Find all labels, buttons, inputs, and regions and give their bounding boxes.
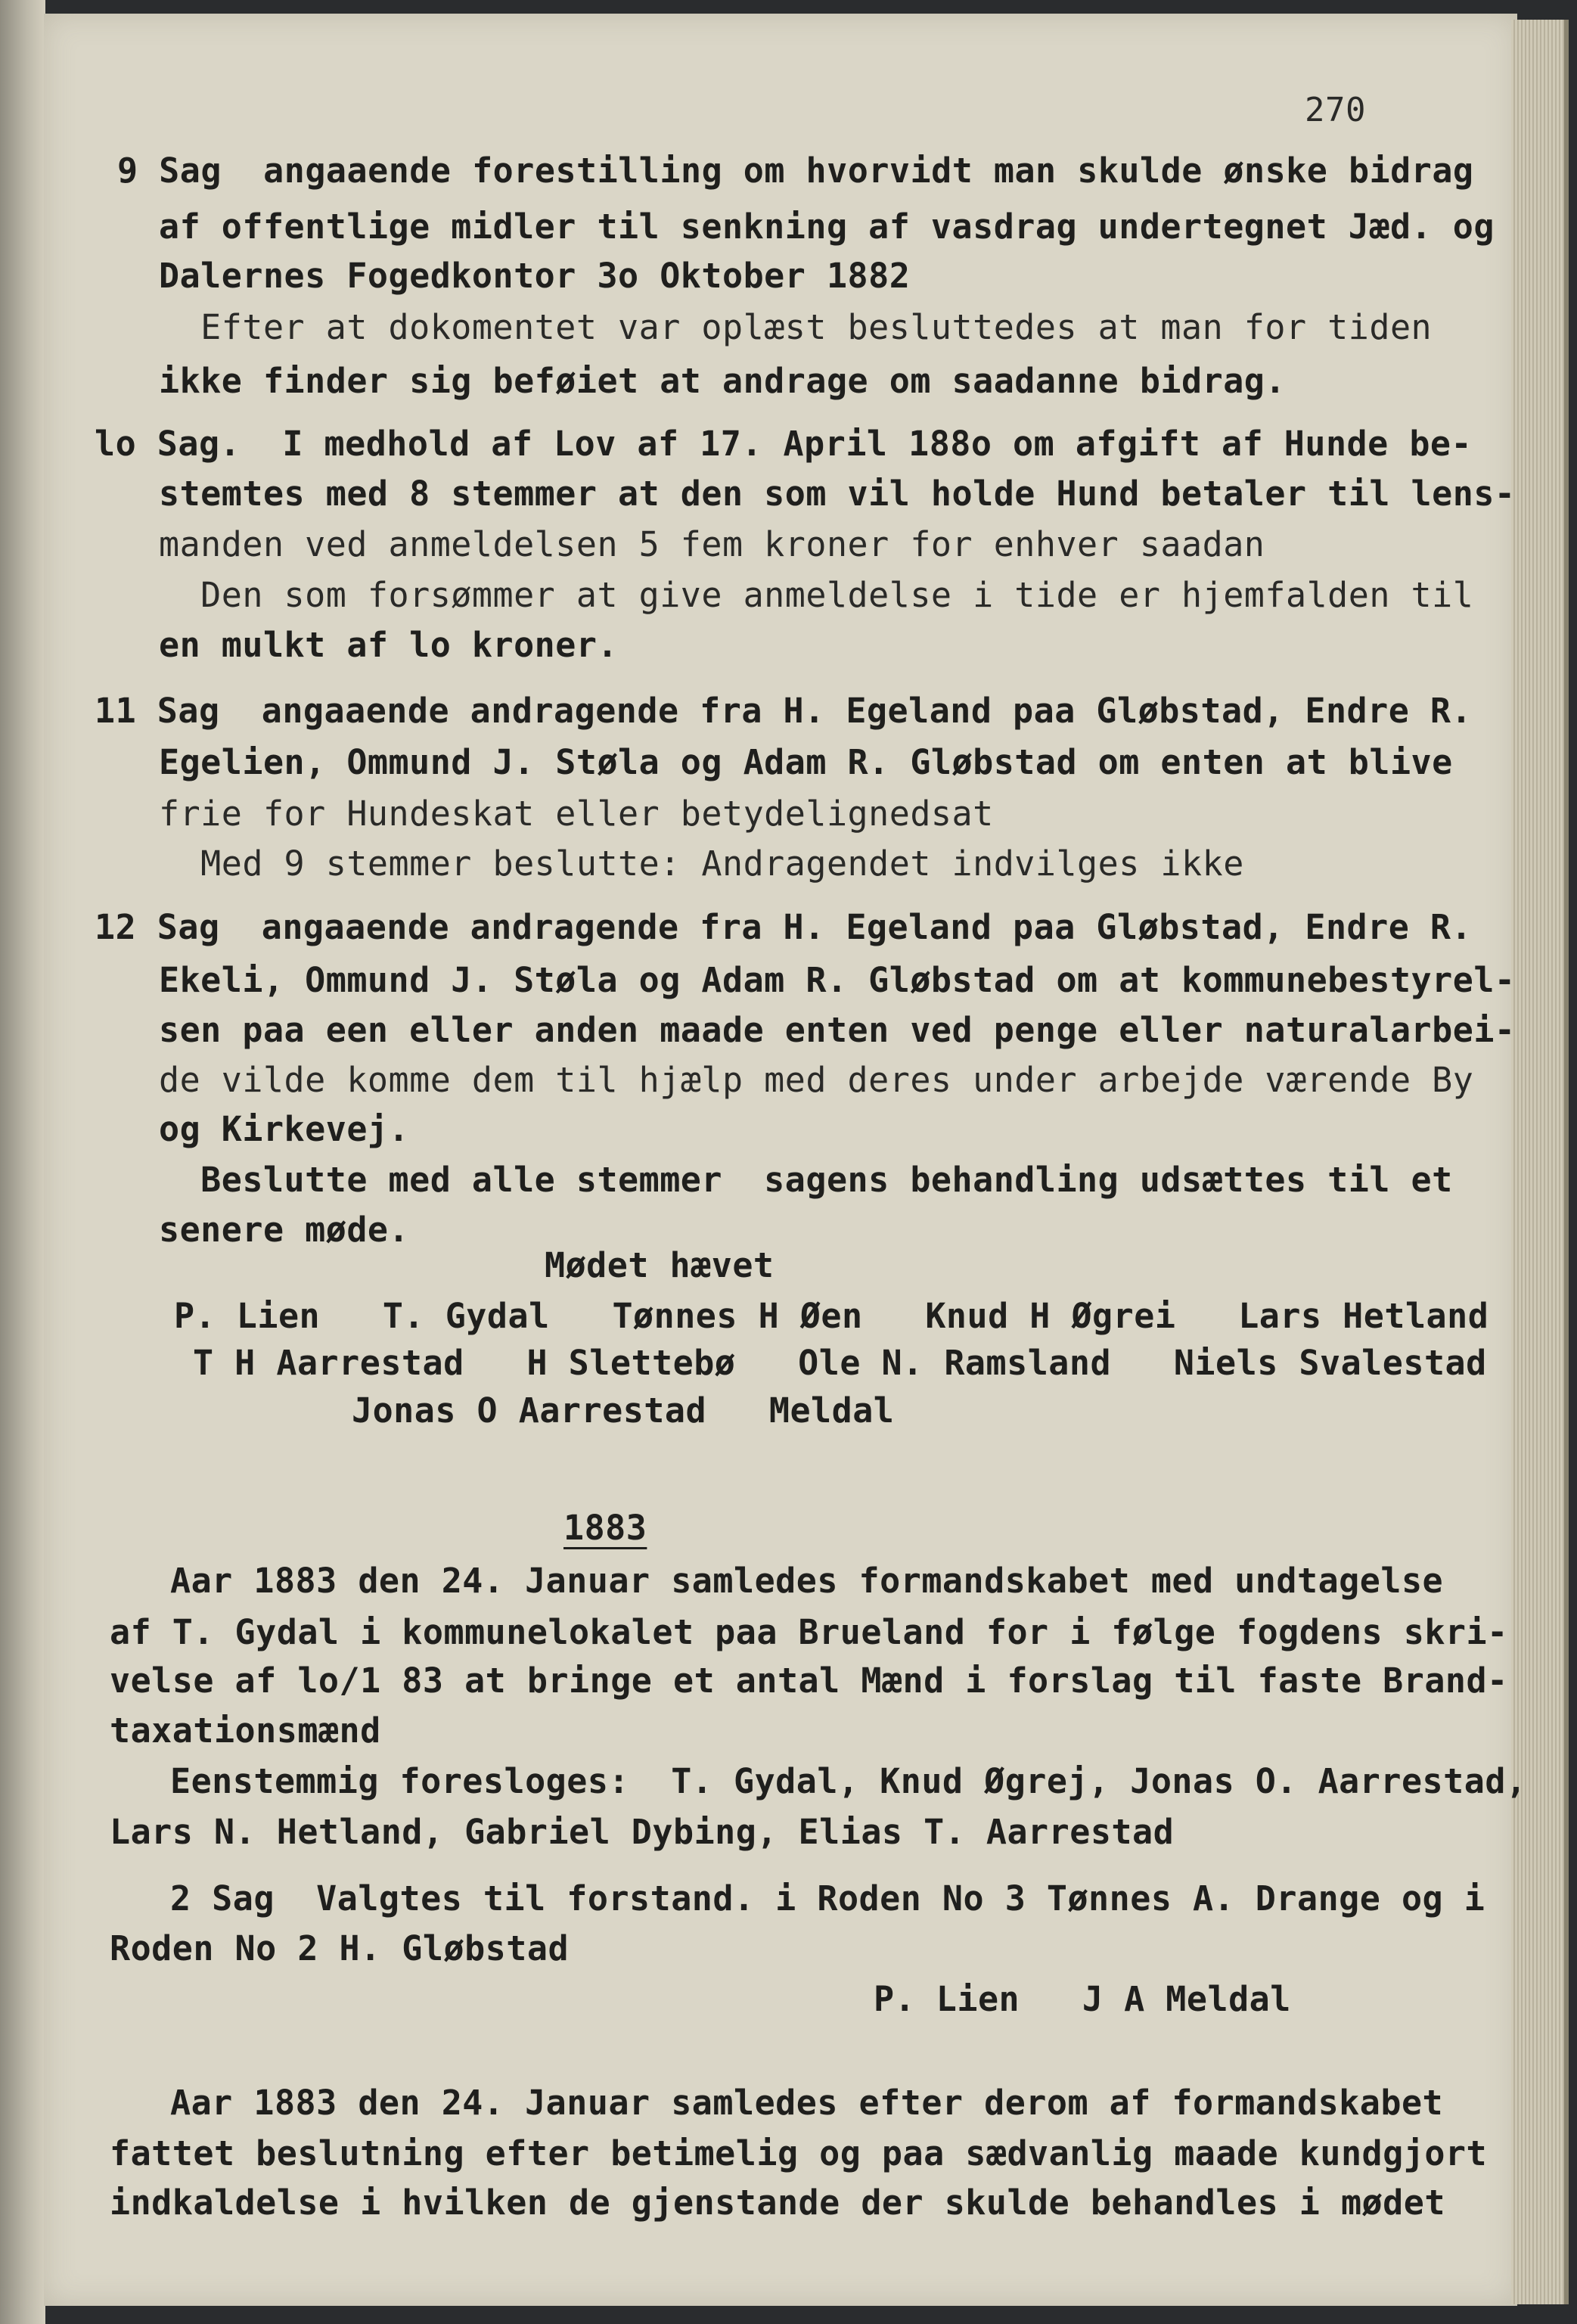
text-line: manden ved anmeldelsen 5 fem kroner for enhver saadan bbox=[159, 524, 1265, 564]
text-line: Efter at dokomentet var oplæst besluttedes at man for tiden bbox=[159, 307, 1433, 347]
text-line: 2 Sag Valgtes til forstand. i Roden No 3 Tønnes A. Drange og i bbox=[170, 1878, 1485, 1919]
text-line: Lars N. Hetland, Gabriel Dybing, Elias T. Aarrestad bbox=[110, 1812, 1175, 1852]
signature-line: P. Lien J A Meldal bbox=[874, 1979, 1291, 2019]
text-line: af offentlige midler til senkning af vasdrag undertegnet Jæd. og bbox=[159, 207, 1495, 247]
signature-line: T H Aarrestad H Slettebø Ole N. Ramsland Niels Svalestad bbox=[193, 1343, 1487, 1383]
text-line: Beslutte med alle stemmer sagens behandling udsættes til et bbox=[159, 1160, 1453, 1200]
text-line: 9 Sag angaaende forestilling om hvorvidt man skulde ønske bidrag bbox=[117, 151, 1474, 191]
page-number: 270 bbox=[1305, 91, 1366, 129]
text-line: Egelien, Ommund J. Støla og Adam R. Gløbstad om enten at blive bbox=[159, 742, 1453, 782]
book-left-edge bbox=[0, 0, 45, 2324]
text-line: Den som forsømmer at give anmeldelse i tide er hjemfalden til bbox=[159, 575, 1474, 615]
text-line: velse af lo/1 83 at bringe et antal Mænd i forslag til faste Brand- bbox=[110, 1661, 1508, 1701]
text-line: stemtes med 8 stemmer at den som vil holde Hund betaler til lens- bbox=[159, 474, 1516, 514]
text-line: sen paa een eller anden maade enten ved penge eller naturalarbei- bbox=[159, 1010, 1516, 1050]
text-line: senere møde. bbox=[159, 1210, 410, 1250]
text-line: Roden No 2 H. Gløbstad bbox=[110, 1928, 570, 1968]
year-heading: 1883 bbox=[563, 1508, 647, 1548]
text-line: 12 Sag angaaende andragende fra H. Egeland paa Gløbstad, Endre R. bbox=[95, 907, 1473, 947]
page-stack-edge bbox=[1511, 20, 1569, 2304]
signature-line: Jonas O Aarrestad Meldal bbox=[352, 1390, 895, 1431]
text-line: Eenstemmig foresloges: T. Gydal, Knud Øgrej, Jonas O. Aarrestad, bbox=[170, 1761, 1527, 1801]
text-line: frie for Hundeskat eller betydelignedsat bbox=[159, 794, 994, 834]
text-line: Aar 1883 den 24. Januar samledes formandskabet med undtagelse bbox=[170, 1561, 1444, 1601]
text-line: Ekeli, Ommund J. Støla og Adam R. Gløbstad om at kommunebestyrel- bbox=[159, 960, 1516, 1000]
text-line: Dalernes Fogedkontor 3o Oktober 1882 bbox=[159, 256, 911, 296]
text-line: af T. Gydal i kommunelokalet paa Brueland for i følge fogdens skri- bbox=[110, 1612, 1508, 1652]
text-line: taxationsmænd bbox=[110, 1710, 381, 1751]
text-line: Med 9 stemmer beslutte: Andragendet indvilges ikke bbox=[159, 844, 1244, 884]
signature-line: P. Lien T. Gydal Tønnes H Øen Knud H Øgrei Lars Hetland bbox=[174, 1296, 1489, 1336]
text-line: indkaldelse i hvilken de gjenstande der skulde behandles i mødet bbox=[110, 2183, 1445, 2223]
meeting-closed: Mødet hævet bbox=[545, 1245, 775, 1285]
text-line: lo Sag. I medhold af Lov af 17. April 188o om afgift af Hunde be- bbox=[95, 424, 1473, 464]
text-line: 11 Sag angaaende andragende fra H. Egeland paa Gløbstad, Endre R. bbox=[95, 691, 1473, 731]
text-line: ikke finder sig beføiet at andrage om saadanne bidrag. bbox=[159, 361, 1286, 401]
text-line: fattet beslutning efter betimelig og paa sædvanlig maade kundgjort bbox=[110, 2133, 1488, 2173]
text-line: og Kirkevej. bbox=[159, 1109, 410, 1149]
text-line: de vilde komme dem til hjælp med deres under arbejde værende By bbox=[159, 1060, 1474, 1100]
text-line: en mulkt af lo kroner. bbox=[159, 625, 619, 665]
text-line: Aar 1883 den 24. Januar samledes efter derom af formandskabet bbox=[170, 2083, 1444, 2123]
